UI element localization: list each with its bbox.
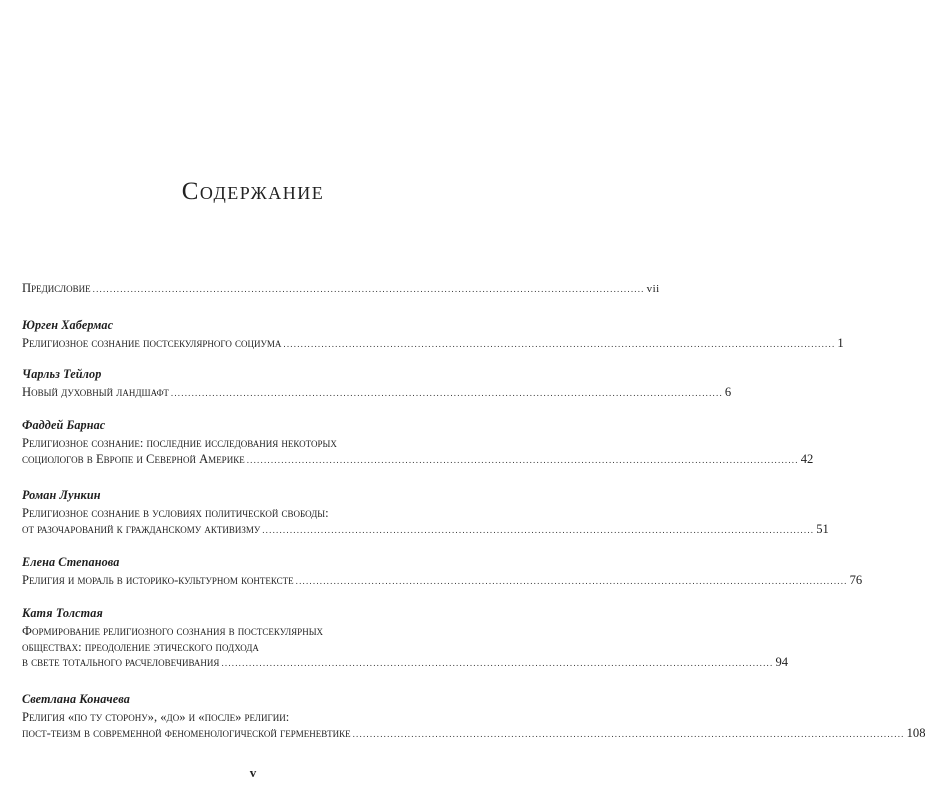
dot-leader: ................................................................................................................................................................ — [92, 284, 645, 294]
toc-entry-title: Предисловие — [22, 281, 91, 295]
toc-entry — [22, 606, 789, 672]
toc-page-number: 76 — [849, 573, 863, 587]
toc-entry-line — [22, 573, 863, 590]
page-title: Содержание — [181, 178, 325, 205]
dot-leader: ................................................................................................................................................................ — [283, 339, 836, 349]
toc-preface — [22, 281, 660, 298]
toc-entry-line — [22, 725, 925, 743]
toc-entry-line: Религиозное сознание в условиях политической свободы: — [22, 506, 329, 520]
toc-entry-title: социологов в Европе и Северной Америке — [22, 451, 245, 466]
toc-author: Юрген Хабермас — [22, 318, 114, 332]
toc-entry-title: в свете тотального расчеловечивания — [22, 655, 220, 669]
toc-page-number: vii — [646, 283, 660, 295]
toc-entry-line: обществах: преодоление этического подхода — [22, 639, 259, 654]
toc-page-number: 51 — [816, 521, 829, 536]
dot-leader: ................................................................................................................................................................ — [352, 728, 905, 739]
toc-entry — [22, 318, 844, 353]
toc-entry — [22, 418, 814, 468]
toc-page-number: 6 — [724, 385, 732, 399]
toc-entry — [22, 555, 863, 590]
toc-entry — [22, 367, 732, 402]
toc-author: Елена Степанова — [22, 555, 120, 569]
dot-leader: ................................................................................................................................................................ — [262, 524, 815, 535]
toc-entry-title: Новый духовный ландшафт — [22, 385, 169, 399]
toc-entry-line: Религиозное сознание: последние исследования некоторых — [22, 436, 337, 450]
toc-page-number: 108 — [906, 725, 925, 740]
toc-entry-title: пост-теизм в современной феноменологической герменевтике — [22, 725, 351, 740]
toc-entry-line — [22, 385, 732, 402]
toc-author: Светлана Коначева — [22, 692, 130, 706]
toc-entry-title: Религиозное сознание постсекулярного социума — [22, 336, 282, 350]
toc-author: Катя Толстая — [22, 606, 103, 620]
toc-author: Фаддей Барнас — [22, 418, 106, 432]
page-folio: v — [249, 765, 257, 780]
toc-page-number: 94 — [775, 655, 789, 669]
toc-page-number: 42 — [800, 451, 814, 466]
toc-entry-line — [22, 655, 789, 672]
toc-entry-line: Религия «по ту сторону», «до» и «после» религии: — [22, 710, 290, 724]
dot-leader: ................................................................................................................................................................ — [221, 658, 774, 668]
toc-entry-line — [22, 281, 660, 298]
toc-entry-line — [22, 521, 829, 539]
toc-entry-line: Формирование религиозного сознания в постсекулярных — [22, 624, 324, 638]
toc-entry-line — [22, 451, 814, 469]
dot-leader: ................................................................................................................................................................ — [295, 576, 848, 586]
toc-entry-title: Религия и мораль в историко-культурном контексте — [22, 573, 294, 587]
toc-page-number: 1 — [837, 336, 844, 350]
toc-entry — [22, 692, 925, 742]
dot-leader: ................................................................................................................................................................ — [246, 454, 799, 465]
toc-author: Роман Лункин — [22, 488, 101, 502]
toc-author: Чарльз Тейлор — [22, 367, 102, 381]
toc-entry — [22, 488, 829, 538]
toc-entry-line — [22, 336, 844, 353]
toc-entry-title: от разочарований к гражданскому активизму — [22, 521, 261, 536]
dot-leader: ................................................................................................................................................................ — [170, 388, 723, 398]
